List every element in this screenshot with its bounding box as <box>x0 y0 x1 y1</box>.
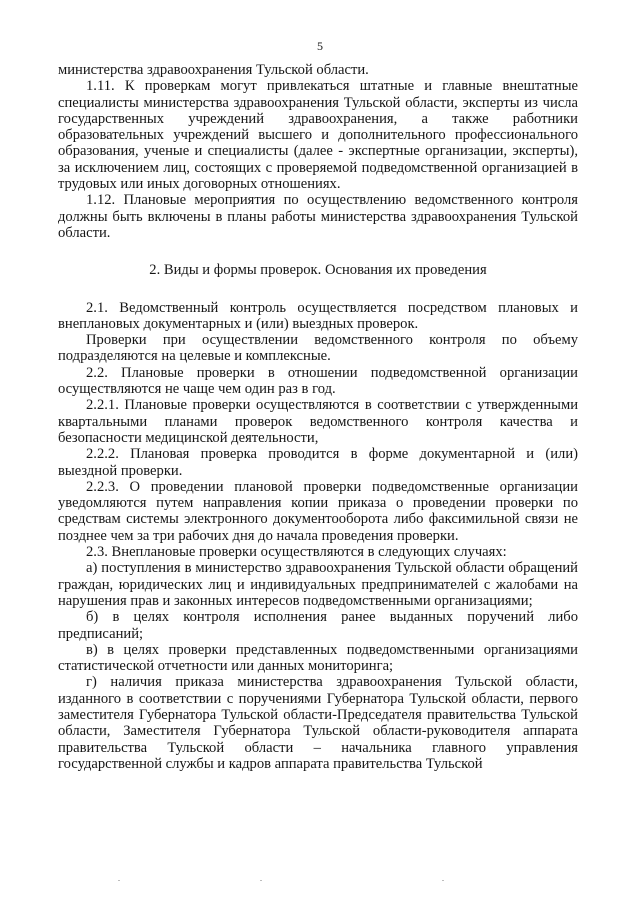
clause-2-2-1: 2.2.1. Плановые проверки осуществляются в соответствии с утвержденными квартальными планами проверок ведомственного контроля качества и безопасности медицинской деятельности, <box>58 397 578 446</box>
scan-artifacts <box>0 880 640 884</box>
clause-2-1: 2.1. Ведомственный контроль осуществляется посредством плановых и внеплановых документарных и (или) выездных проверок. <box>58 299 578 332</box>
list-item-v: в) в целях проверки представленных подведомственными организациями статистической отчетности или данных мониторинга; <box>58 641 578 675</box>
clause-1-12: 1.12. Плановые мероприятия по осуществлению ведомственного контроля должны быть включены в планы работы министерства здравоохранения Тульской области. <box>58 192 578 241</box>
clause-2-2: 2.2. Плановые проверки в отношении подведомственной организации осуществляются не чаще чем один раз в год. <box>58 364 578 398</box>
clause-1-11: 1.11. К проверкам могут привлекаться штатные и главные внештатные специалисты министерства здравоохранения Тульской области, эксперты из числа государственных учреждений здравоохранения, а также работники образовательных учреждений высшего и дополнительного профессионального образования, ученые и специалисты (далее - экспертные организации, эксперты), за исключением лиц, состоящих с проверяемой подведомственной организацией в трудовых или иных договорных отношениях. <box>58 78 578 193</box>
list-item-b: б) в целях контроля исполнения ранее выданных поручений либо предписаний; <box>58 609 578 642</box>
section-heading: 2. Виды и формы проверок. Основания их проведения <box>149 262 487 279</box>
paragraph-continuation: министерства здравоохранения Тульской области. <box>58 62 369 78</box>
clause-2-2-3: 2.2.3. О проведении плановой проверки подведомственные организации уведомляются путем направления копии приказа о проведении проверки по средствам системы электронного документооборота либо факсимильной связи не позднее чем за три рабочих дня до начала проведения проверки. <box>58 478 578 544</box>
page-number: 5 <box>317 39 323 53</box>
list-item-a: а) поступления в министерство здравоохранения Тульской области обращений граждан, юридических лиц и индивидуальных предпринимателей с жалобами на нарушения прав и законных интересов подведомственными организациями; <box>58 560 578 609</box>
clause-2-1-scope: Проверки при осуществлении ведомственного контроля по объему подразделяются на целевые и комплексные. <box>58 332 578 365</box>
document-body <box>58 62 578 772</box>
list-item-g: г) наличия приказа министерства здравоохранения Тульской области, изданного в соответствии с поручениями Губернатора Тульской области, первого заместителя Губернатора Тульской области-Председателя правительства Тульской области, Заместителя Губернатора Тульской области-руководителя аппарата правительства Тульской области – начальника главного управления государственной службы и кадров аппарата правительства Тульской <box>58 674 578 772</box>
clause-2-2-2: 2.2.2. Плановая проверка проводится в форме документарной и (или) выездной проверки. <box>58 446 578 479</box>
clause-2-3: 2.3. Внеплановые проверки осуществляются в следующих случаях: <box>86 544 507 561</box>
